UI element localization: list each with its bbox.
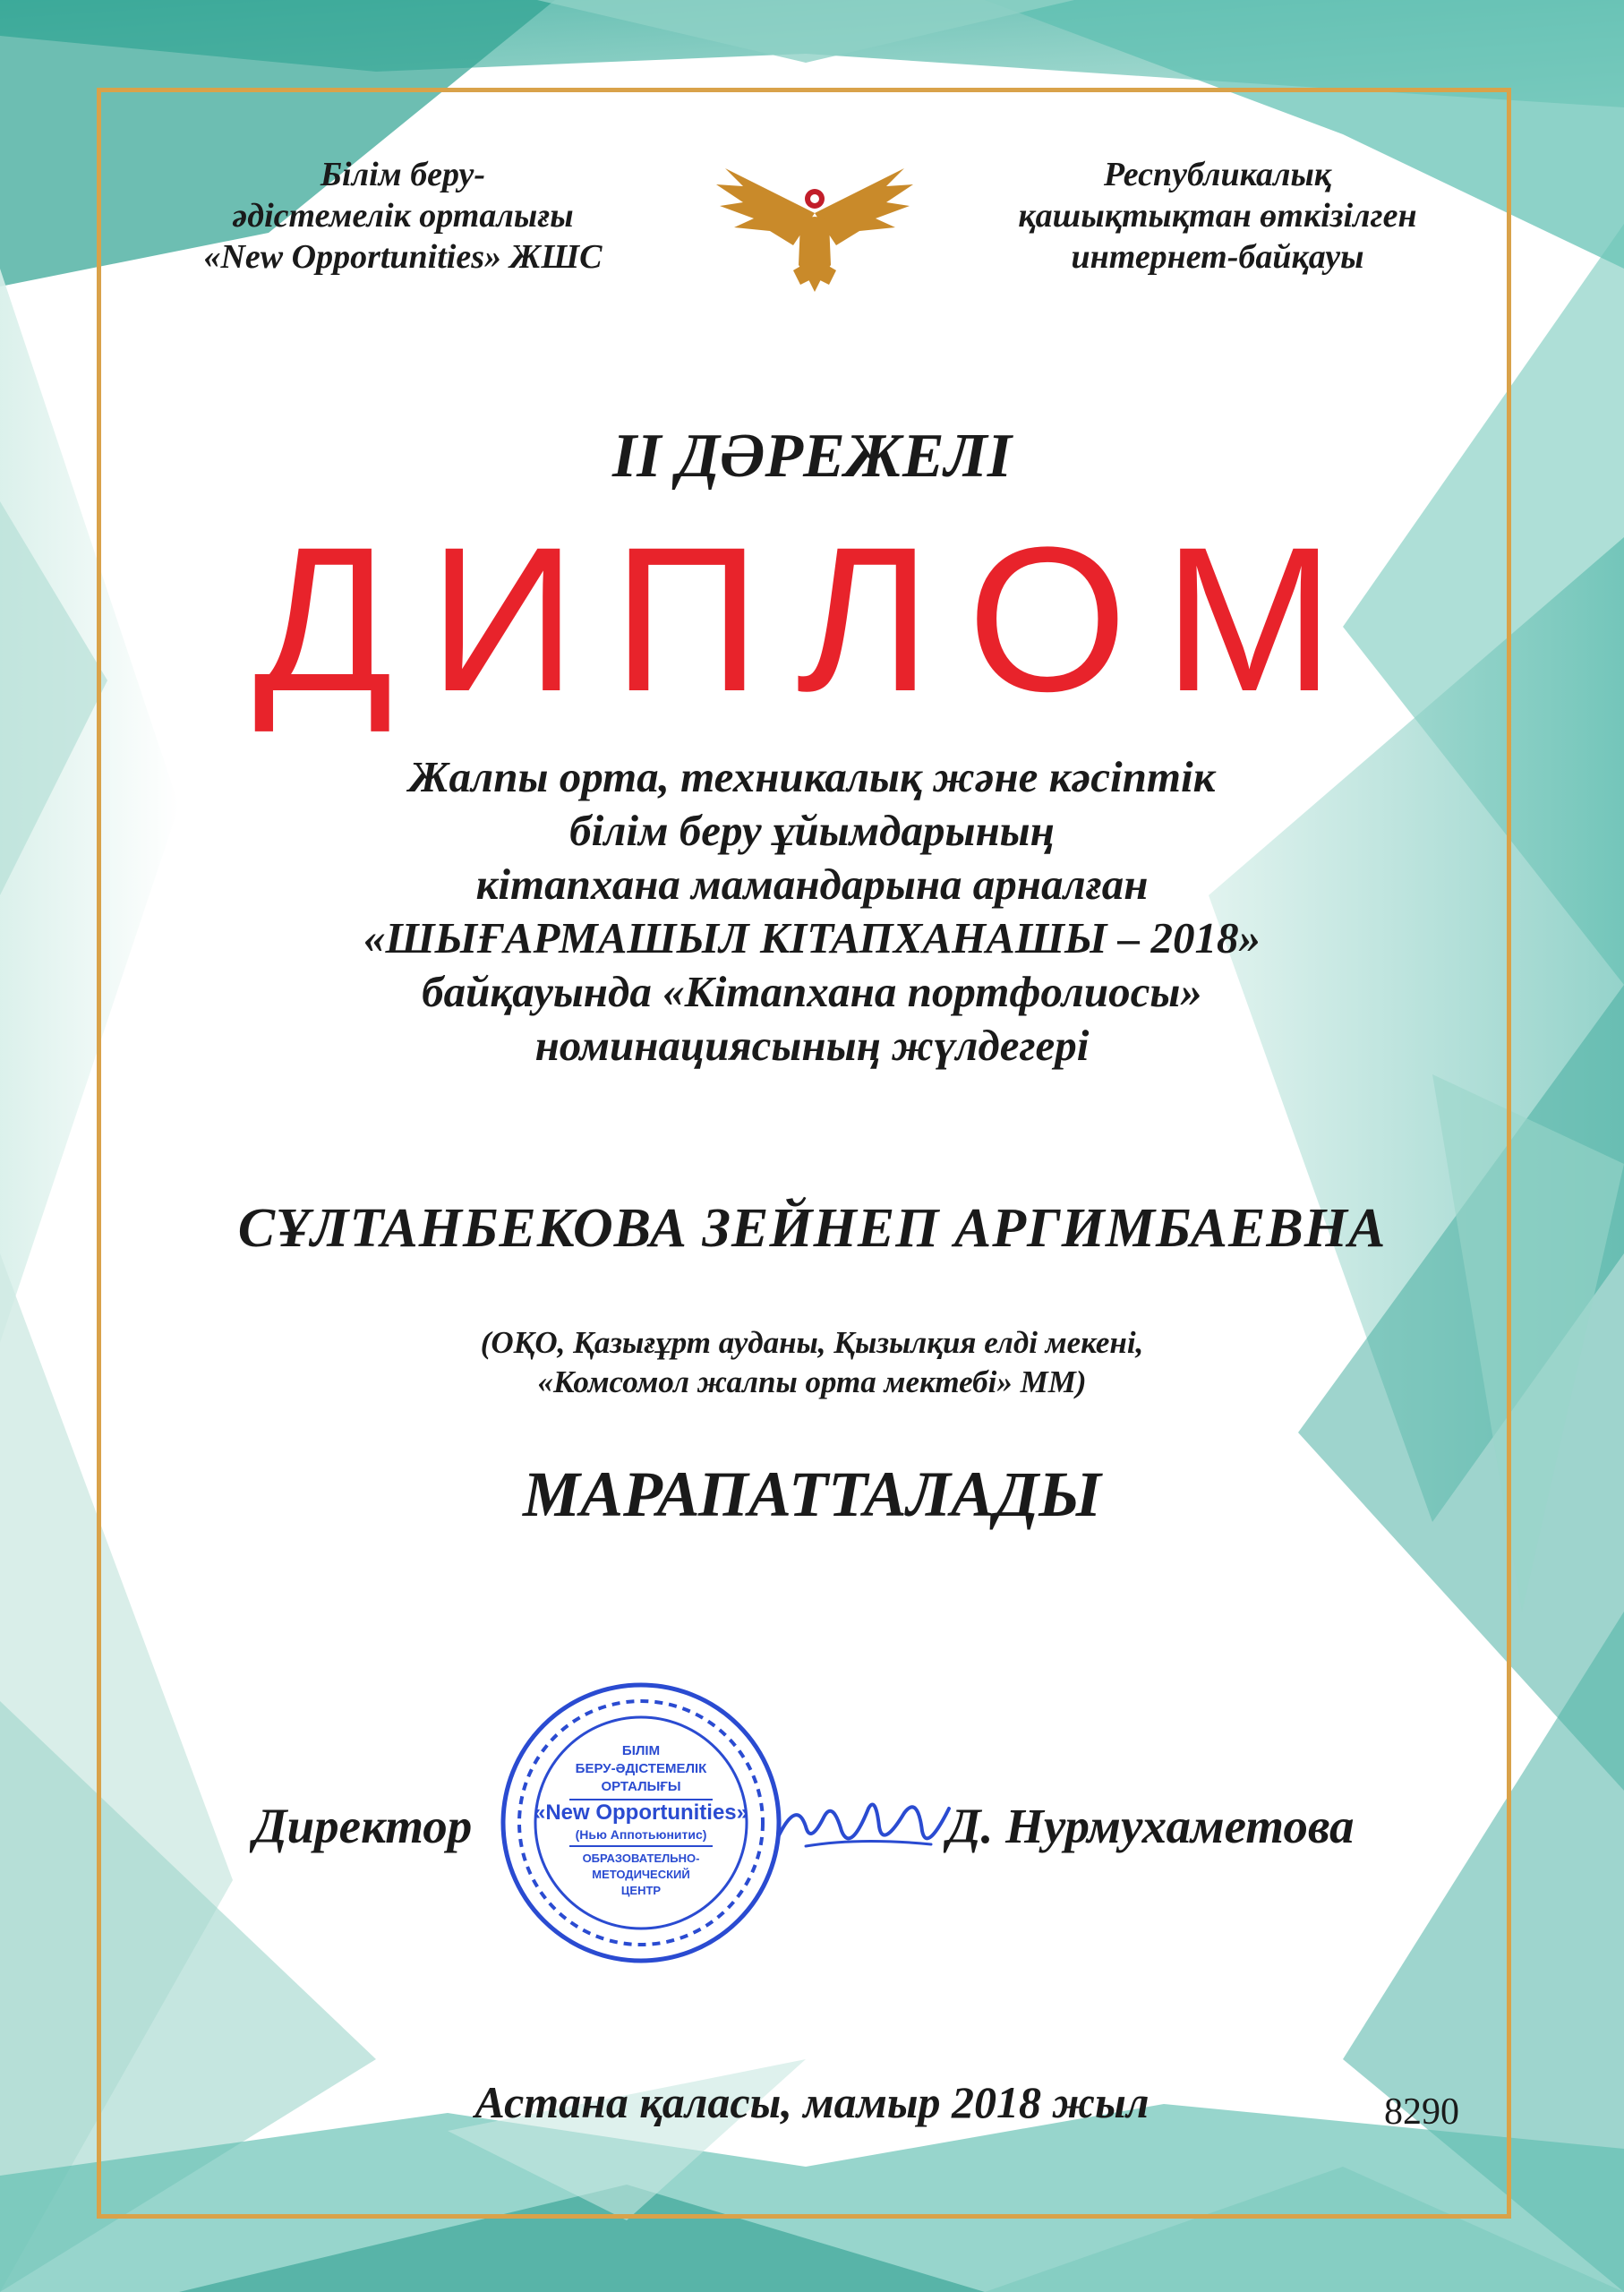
director-label: Директор: [253, 1799, 473, 1853]
diploma-title: ДИПЛОМ: [253, 504, 1371, 734]
svg-text:ОРТАЛЫҒЫ: ОРТАЛЫҒЫ: [601, 1779, 681, 1794]
director-name: Д. Нурмухаметова: [947, 1799, 1355, 1853]
eagle-emblem-icon: [707, 159, 922, 294]
svg-text:БЕРУ-ӘДІСТЕМЕЛІК: БЕРУ-ӘДІСТЕМЕЛІК: [575, 1761, 707, 1776]
svg-text:(Нью Аппотьюнитис): (Нью Аппотьюнитис): [575, 1827, 707, 1842]
official-stamp-icon: [498, 1680, 784, 1966]
svg-text:БІЛІМ: БІЛІМ: [621, 1743, 661, 1758]
svg-text:МЕТОДИЧЕСКИЙ: МЕТОДИЧЕСКИЙ: [592, 1868, 690, 1881]
svg-text:ОБРАЗОВАТЕЛЬНО-: ОБРАЗОВАТЕЛЬНО-: [582, 1852, 700, 1865]
svg-text:«New Opportunities»: «New Opportunities»: [533, 1800, 749, 1825]
degree-title: II ДӘРЕЖЕЛІ: [611, 422, 1012, 491]
recipient-name: СҰЛТАНБЕКОВА ЗЕЙНЕП АРГИМБАЕВНА: [237, 1198, 1387, 1259]
document-number: 8290: [1384, 2091, 1459, 2133]
signature-icon: [770, 1782, 958, 1862]
gold-border-frame: [97, 88, 1511, 2219]
awarded-text: МАРАПАТТАЛАДЫ: [522, 1458, 1102, 1530]
recipient-organization: (ОҚО, Қазығұрт ауданы, Қызылқия елді мекені, «Комсомол жалпы орта мектебі» ММ): [480, 1325, 1144, 1399]
place-and-date: Астана қаласы, мамыр 2018 жыл: [474, 2077, 1150, 2127]
award-description: Жалпы орта, техникалық және кәсіптік білім беру ұйымдарының кітапхана мамандарына арналған «ШЫҒАРМАШЫЛ КІТАПХАНАШЫ – 2018» байқауында «Кітапхана портфолиосы» номинациясының жүлдегері: [363, 752, 1261, 1070]
header-contest-type: Республикалық қашықтықтан өткізілген интернет-байқауы: [1018, 156, 1417, 276]
header-organization: Білім беру- әдістемелік орталығы «New Opportunities» ЖШС: [203, 156, 603, 276]
svg-text:ЦЕНТР: ЦЕНТР: [620, 1884, 662, 1897]
